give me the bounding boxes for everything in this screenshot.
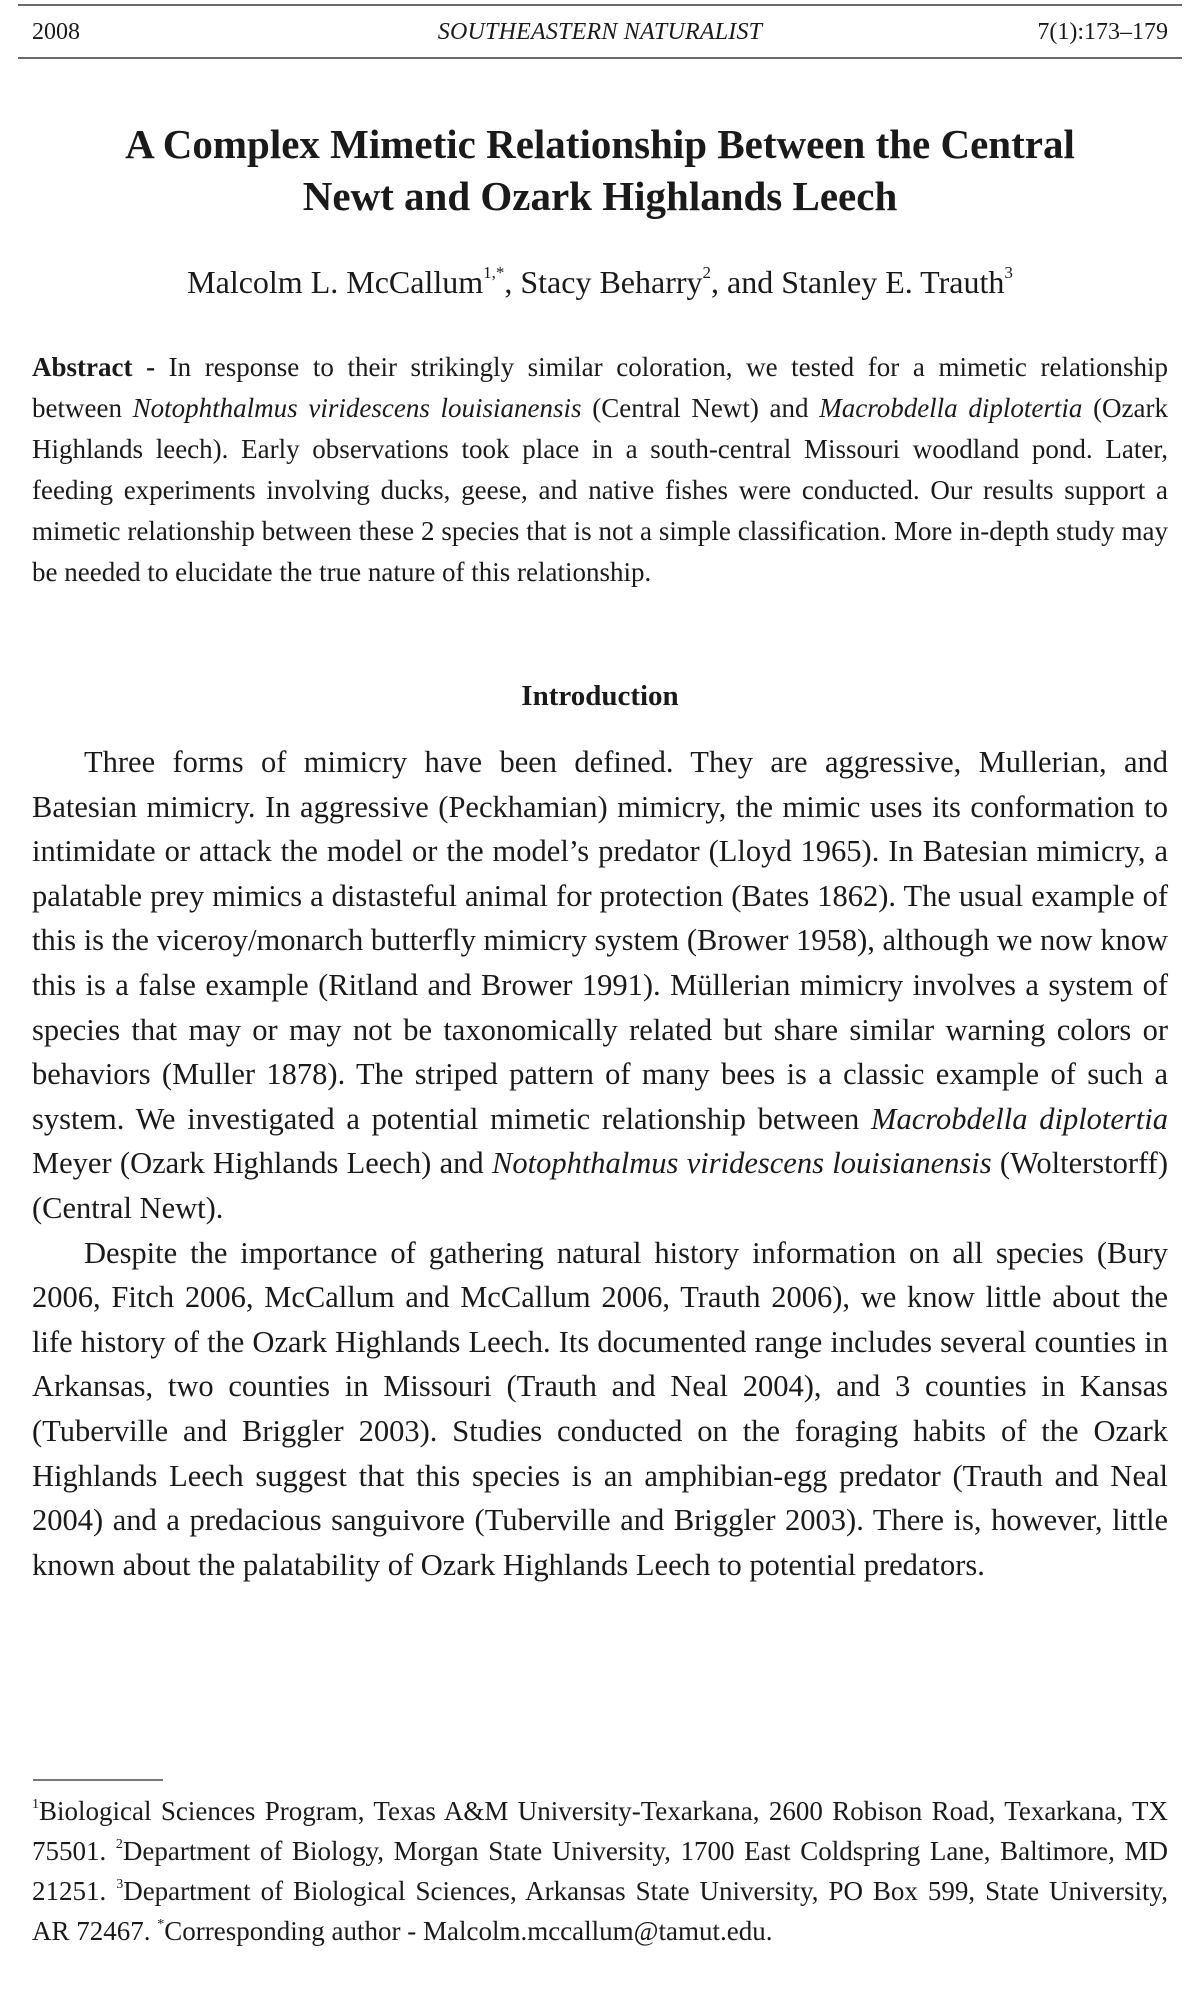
author-affiliation-mark: 3 bbox=[1004, 263, 1013, 282]
author-name: Stanley E. Trauth bbox=[781, 264, 1005, 300]
abstract-text: (Central Newt) and bbox=[581, 393, 820, 423]
paragraph bbox=[32, 740, 1168, 1231]
footnote-rule bbox=[33, 1779, 163, 1781]
paragraph-text: (Wolterstorff) (Central Newt). bbox=[32, 1146, 1168, 1225]
header-rule bbox=[18, 57, 1182, 59]
paragraph: Despite the importance of gathering natural history information on all species (Bury 2006, Fitch 2006, McCallum and McCallum 2006, Trauth 2006), we know little about the life history of the Ozark Highlands Leech. Its documented range includes several counties in Arkansas, two counties in Missouri (Trauth and Neal 2004), and 3 counties in Kansas (Tuberville and Briggler 2003). Studies conducted on the foraging habits of the Ozark Highlands Leech suggest that this species is an amphibian-egg predator (Trauth and Neal 2004) and a predacious sanguivore (Tuberville and Briggler 2003). There is, however, little known about the palatability of Ozark Highlands Leech to potential predators. bbox=[32, 1235, 1168, 1582]
author-separator: , and bbox=[711, 264, 782, 300]
running-head-journal: SOUTHEASTERN NATURALIST bbox=[437, 19, 763, 45]
running-head bbox=[32, 14, 1168, 50]
paragraph-text: Three forms of mimicry have been defined. They are aggressive, Mullerian, and Batesian mimicry. In aggressive (Peckhamian) mimicry, the mimic uses its conformation to intimidate or attack the model or the model’s predator (Lloyd 1965). In Batesian mimicry, a palatable prey mimics a distasteful animal for protection (Bates 1862). The usual example of this is the viceroy/monarch butterfly mimicry system (Brower 1958), although we now know this is a false example (Ritland and Brower 1991). Müllerian mimicry involves a system of species that may or may not be taxonomically related but share similar warning colors or behaviors (Muller 1878). The striped pattern of many bees is a classic example of such a system. We investigated a potential mimetic relationship between bbox=[32, 745, 1168, 1136]
footnote-text: Corresponding author - Malcolm.mccallum@tamut.edu. bbox=[164, 1916, 773, 1946]
species-name: Notophthalmus viridescens louisianensis bbox=[492, 1146, 992, 1181]
footnote-mark: 3 bbox=[116, 1877, 124, 1892]
title-line-2: Newt and Ozark Highlands Leech bbox=[302, 173, 898, 219]
author-name: Malcolm L. McCallum bbox=[187, 264, 484, 300]
top-rule bbox=[18, 4, 1182, 6]
affiliation-footnotes bbox=[32, 1791, 1168, 1951]
title-line-1: A Complex Mimetic Relationship Between the Central bbox=[125, 121, 1075, 167]
author-list bbox=[40, 262, 1160, 302]
footnote-text: Department of Biology, Morgan State University, 1700 East Coldspring Lane, Baltimore, MD 21251. bbox=[32, 1836, 1168, 1906]
article-title bbox=[40, 118, 1160, 222]
species-name: Macrobdella diplotertia bbox=[819, 393, 1083, 423]
author-affiliation-mark: 2 bbox=[702, 263, 712, 282]
section-heading-introduction: Introduction bbox=[521, 680, 679, 712]
paragraph-text: Meyer (Ozark Highlands Leech) and bbox=[32, 1146, 492, 1181]
abstract-text: (Ozark Highlands leech). Early observations took place in a south-central Missouri woodland pond. Later, feeding experiments involving ducks, geese, and native fishes were conducted. Our results support a mimetic relationship between these 2 species that is not a simple classification. More in-depth study may be needed to elucidate the true nature of this relationship. bbox=[32, 393, 1169, 587]
author-name: Stacy Beharry bbox=[520, 264, 703, 300]
footnote-text: Department of Biological Sciences, Arkansas State University, PO Box 599, State University, AR 72467. bbox=[32, 1876, 1168, 1946]
introduction-body bbox=[32, 740, 1168, 1587]
abstract-label: Abstract - bbox=[32, 352, 156, 382]
species-name: Notophthalmus viridescens louisianensis bbox=[132, 393, 582, 423]
abstract-text: In response to their strikingly similar coloration, we tested for a mimetic relationship between bbox=[32, 352, 1168, 423]
species-name: Macrobdella diplotertia bbox=[871, 1101, 1168, 1136]
abstract bbox=[32, 347, 1168, 593]
running-head-year: 2008 bbox=[32, 19, 80, 45]
footnote-text: Biological Sciences Program, Texas A&M University-Texarkana, 2600 Robison Road, Texarkana, TX 75501. bbox=[32, 1796, 1168, 1866]
author-affiliation-mark: 1,* bbox=[483, 263, 505, 282]
footnote-mark: 2 bbox=[115, 1837, 123, 1852]
author-separator: , bbox=[504, 264, 521, 300]
footnote-mark: * bbox=[157, 1917, 165, 1932]
running-head-volume: 7(1):173–179 bbox=[1037, 19, 1168, 45]
footnote-mark: 1 bbox=[32, 1797, 39, 1812]
